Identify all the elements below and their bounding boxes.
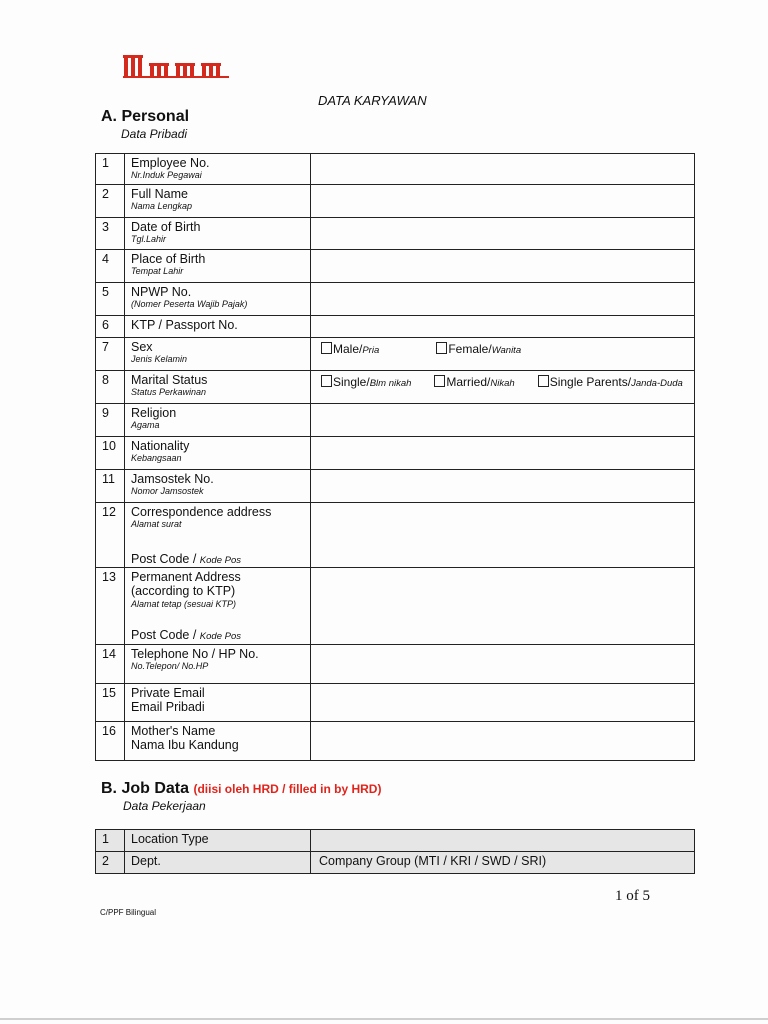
location-type-field[interactable] [311, 830, 695, 852]
table-row [96, 404, 695, 437]
checkbox-female[interactable] [436, 342, 447, 354]
religion-label: Religion [131, 406, 177, 420]
table-row [96, 250, 695, 283]
row-number: 9 [96, 404, 125, 437]
section-b-heading: B. Job Data (diisi oleh HRD / filled in by HRD) [101, 780, 382, 797]
sex-label: Sex [131, 340, 153, 354]
mothers-name-label-2: Nama Ibu Kandung [131, 738, 239, 753]
dept-label: Dept. [131, 854, 161, 868]
row-number: 2 [96, 852, 125, 874]
footer-code: C/PPF Bilingual [100, 908, 157, 917]
row-number: 16 [96, 722, 125, 761]
table-row [96, 645, 695, 684]
section-a-subheading: Data Pribadi [121, 127, 188, 141]
page-number: 1 of 5 [615, 888, 650, 904]
date-of-birth-field[interactable] [311, 218, 695, 250]
jamsostek-sublabel: Nomor Jamsostek [131, 486, 204, 497]
row-number: 15 [96, 684, 125, 722]
location-type-label: Location Type [131, 832, 209, 846]
personal-data-table [95, 153, 695, 761]
row-number: 13 [96, 568, 125, 645]
marital-option-single[interactable]: Single/Blm nikah [321, 375, 431, 389]
section-a-heading: A. Personal [101, 108, 190, 125]
post-code-label: Post Code / Kode Pos [131, 551, 241, 566]
row-number: 5 [96, 283, 125, 316]
nationality-label: Nationality [131, 439, 190, 453]
place-of-birth-sublabel: Tempat Lahir [131, 266, 184, 277]
row-number: 1 [96, 154, 125, 185]
checkbox-single[interactable] [321, 375, 332, 387]
full-name-field[interactable] [311, 185, 695, 218]
table-row [96, 852, 695, 874]
sex-option-male[interactable]: Male/Pria [321, 342, 433, 356]
marital-status-options [311, 371, 695, 404]
row-number: 6 [96, 316, 125, 338]
employee-no-field[interactable] [311, 154, 695, 185]
npwp-label: NPWP No. [131, 285, 192, 299]
employee-no-sublabel: Nr.Induk Pegawai [131, 170, 202, 181]
nationality-field[interactable] [311, 437, 695, 470]
table-row [96, 722, 695, 761]
npwp-field[interactable] [311, 283, 695, 316]
table-row [96, 830, 695, 852]
mothers-name-label: Mother's Name [131, 724, 216, 738]
telephone-field[interactable] [311, 645, 695, 684]
full-name-sublabel: Nama Lengkap [131, 201, 193, 212]
table-row [96, 437, 695, 470]
place-of-birth-field[interactable] [311, 250, 695, 283]
dept-field[interactable]: Company Group (MTI / KRI / SWD / SRI) [311, 852, 695, 874]
post-code-label: Post Code / Kode Pos [131, 628, 241, 643]
marital-status-sublabel: Status Perkawinan [131, 387, 207, 398]
religion-sublabel: Agama [131, 420, 160, 431]
document-title: DATA KARYAWAN [318, 93, 427, 108]
telephone-label: Telephone No / HP No. [131, 647, 259, 661]
table-row [96, 185, 695, 218]
nationality-sublabel: Kebangsaan [131, 453, 182, 464]
date-of-birth-label: Date of Birth [131, 220, 201, 234]
private-email-label-2: Email Pribadi [131, 700, 205, 715]
marital-option-single-parents[interactable]: Single Parents/Janda-Duda [538, 375, 683, 389]
place-of-birth-label: Place of Birth [131, 252, 206, 266]
sex-sublabel: Jenis Kelamin [131, 354, 188, 365]
row-number: 4 [96, 250, 125, 283]
table-row [96, 338, 695, 371]
mothers-name-field[interactable] [311, 722, 695, 761]
page-edge-line [0, 1018, 768, 1020]
table-row [96, 684, 695, 722]
correspondence-address-sublabel: Alamat surat [131, 519, 182, 530]
row-number: 1 [96, 830, 125, 852]
table-row [96, 470, 695, 503]
checkbox-male[interactable] [321, 342, 332, 354]
table-row [96, 316, 695, 338]
table-row [96, 218, 695, 250]
correspondence-address-label: Correspondence address [131, 505, 272, 519]
jamsostek-field[interactable] [311, 470, 695, 503]
jamsostek-label: Jamsostek No. [131, 472, 214, 486]
ktp-passport-label: KTP / Passport No. [131, 318, 238, 332]
company-logo [123, 52, 229, 80]
employee-no-label: Employee No. [131, 156, 210, 170]
row-number: 3 [96, 218, 125, 250]
table-row [96, 568, 695, 645]
ktp-passport-field[interactable] [311, 316, 695, 338]
permanent-address-sublabel: Alamat tetap (sesuai KTP) [131, 598, 237, 609]
row-number: 8 [96, 371, 125, 404]
row-number: 10 [96, 437, 125, 470]
table-row [96, 283, 695, 316]
permanent-address-field[interactable] [311, 568, 695, 645]
telephone-sublabel: No.Telepon/ No.HP [131, 661, 209, 672]
religion-field[interactable] [311, 404, 695, 437]
permanent-address-label: Permanent Address [131, 570, 241, 584]
marital-status-label: Marital Status [131, 373, 208, 387]
checkbox-single-parents[interactable] [538, 375, 549, 387]
checkbox-married[interactable] [434, 375, 445, 387]
field-label [125, 154, 311, 185]
correspondence-address-field[interactable] [311, 503, 695, 568]
private-email-field[interactable] [311, 684, 695, 722]
table-row [96, 503, 695, 568]
row-number: 14 [96, 645, 125, 684]
row-number: 2 [96, 185, 125, 218]
full-name-label: Full Name [131, 187, 188, 201]
job-data-table [95, 829, 695, 874]
marital-option-married[interactable]: Married/Nikah [434, 375, 534, 389]
row-number: 11 [96, 470, 125, 503]
hrd-note: (diisi oleh HRD / filled in by HRD) [193, 782, 382, 796]
npwp-sublabel: (Nomer Peserta Wajib Pajak) [131, 299, 248, 310]
section-b-subheading: Data Pekerjaan [123, 799, 206, 813]
date-of-birth-sublabel: Tgl.Lahir [131, 234, 167, 245]
permanent-address-label-2: (according to KTP) [131, 584, 236, 599]
sex-option-female[interactable]: Female/Wanita [436, 342, 521, 356]
row-number: 7 [96, 338, 125, 371]
sex-options [311, 338, 695, 371]
table-row [96, 154, 695, 185]
row-number: 12 [96, 503, 125, 568]
private-email-label: Private Email [131, 686, 205, 700]
table-row [96, 371, 695, 404]
